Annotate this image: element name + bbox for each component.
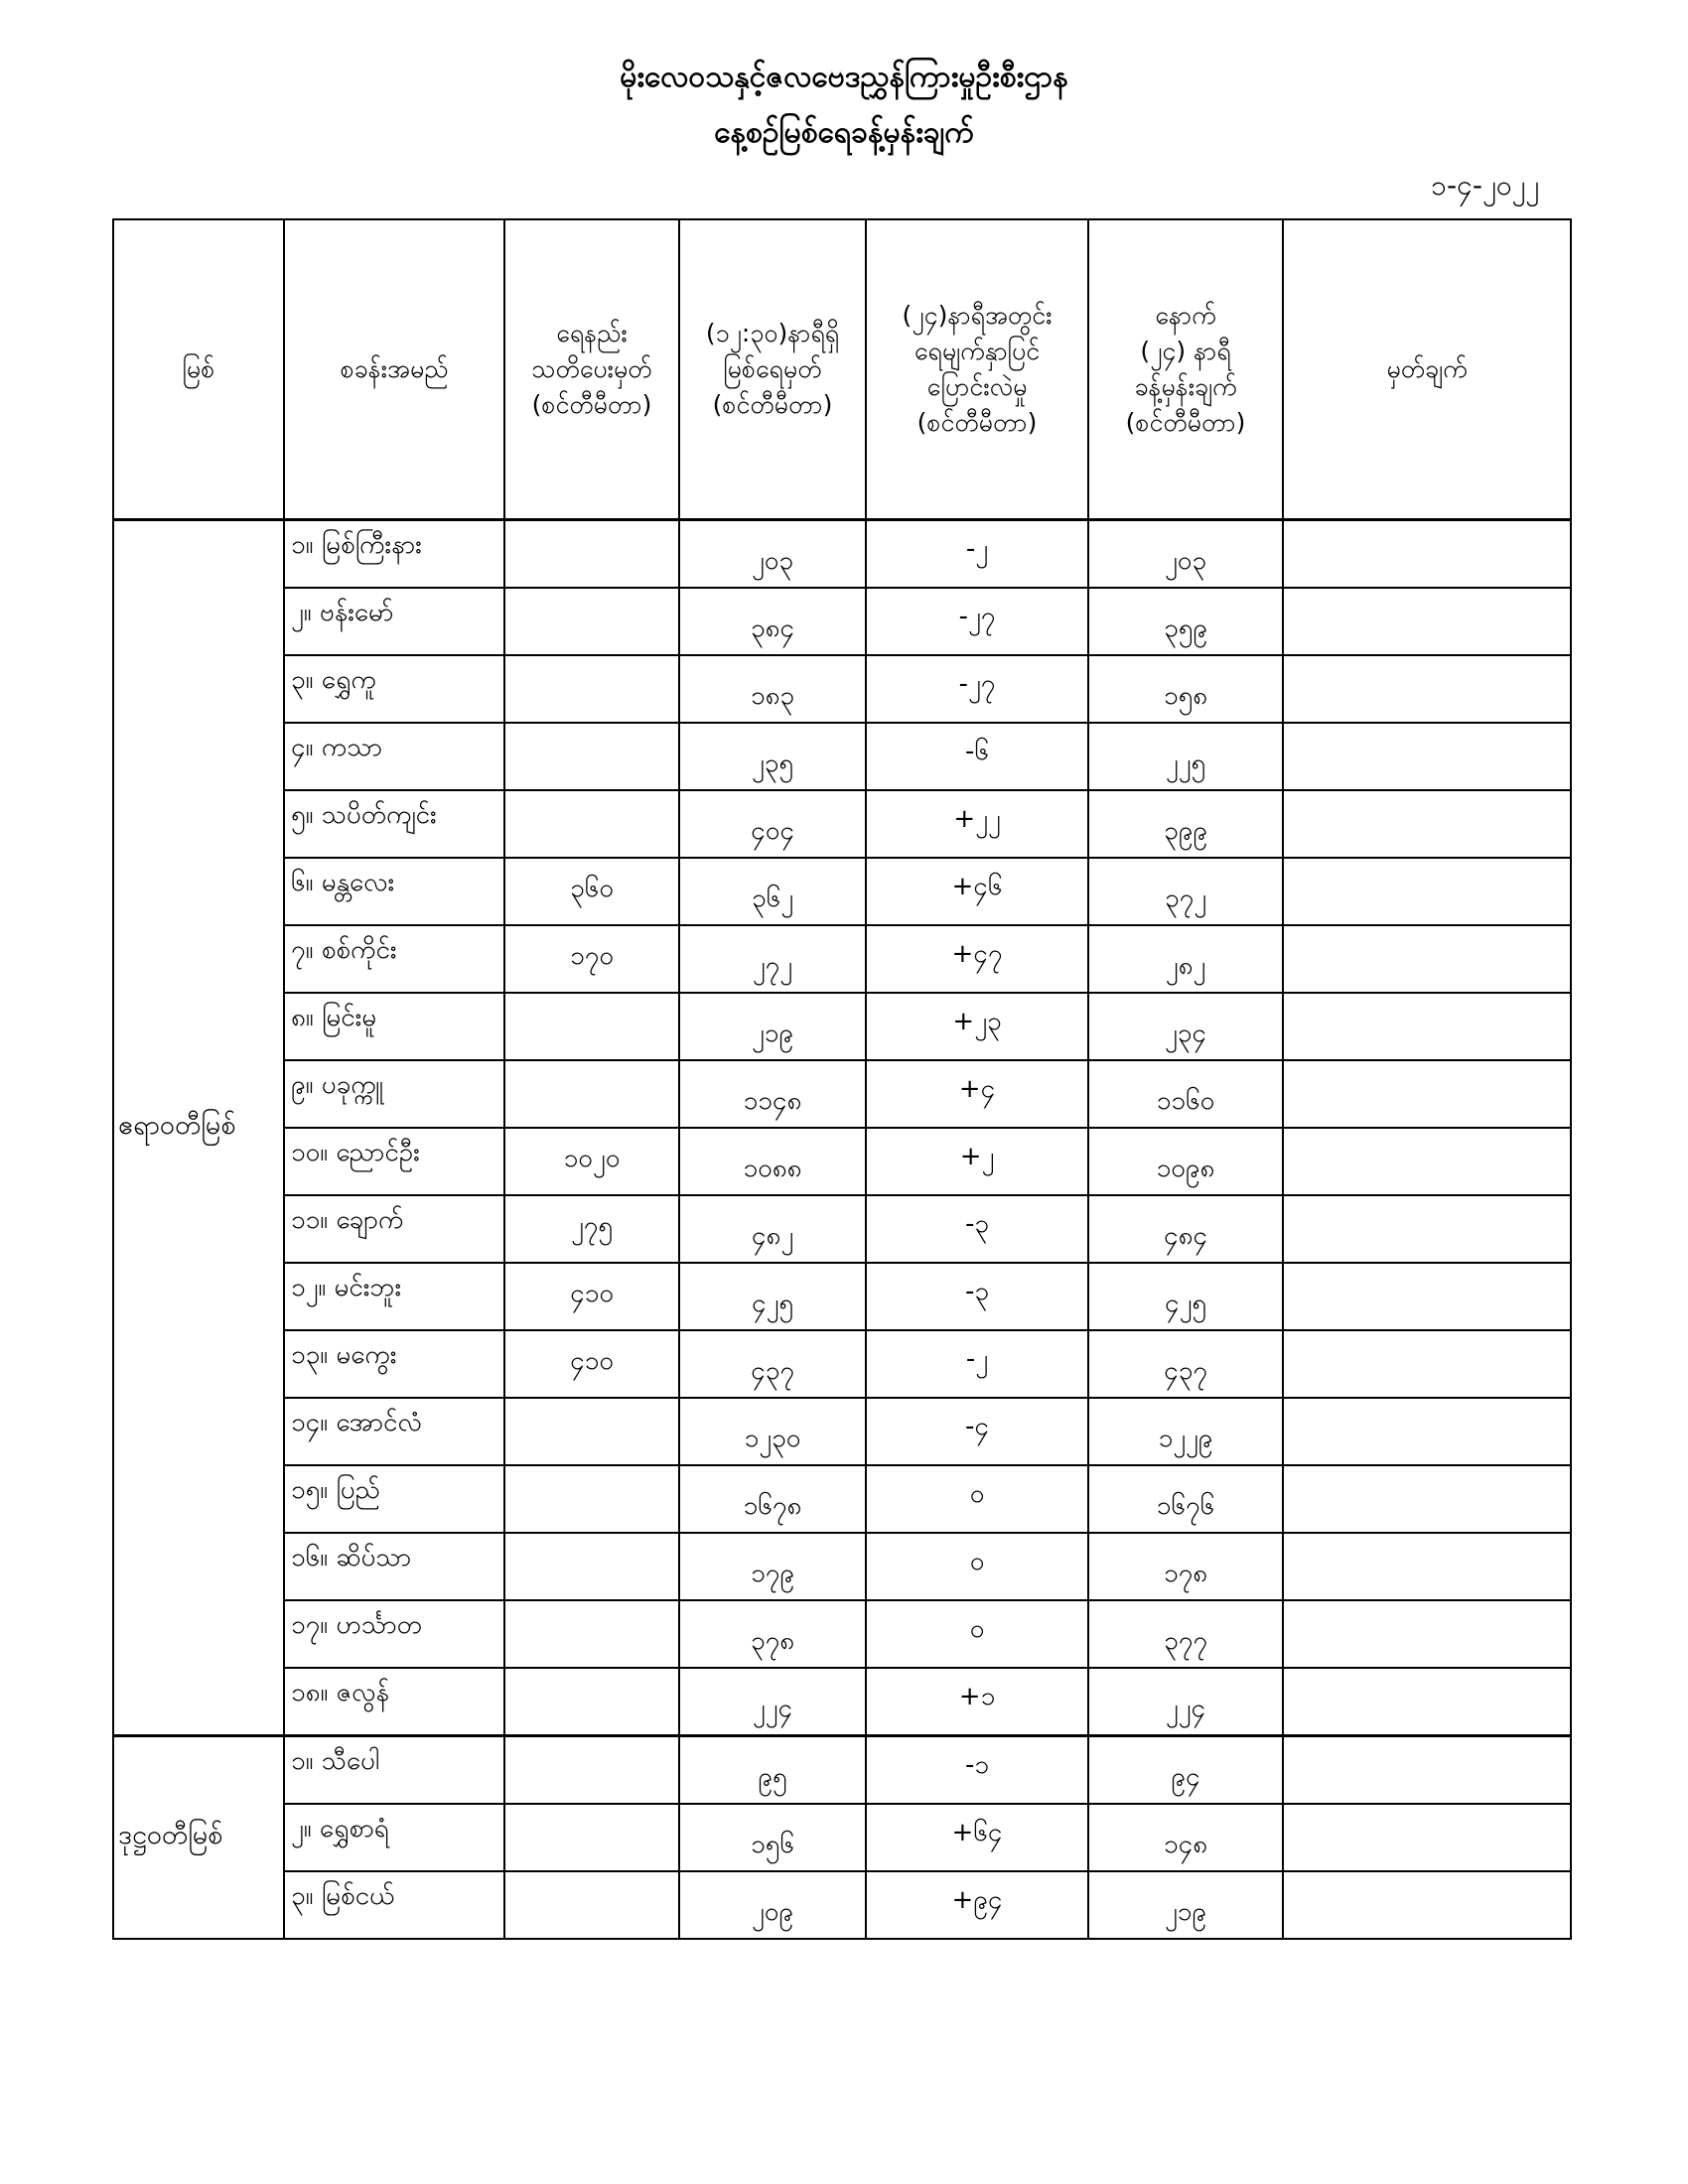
warning-level-cell bbox=[504, 790, 679, 858]
change-cell bbox=[866, 1330, 1088, 1398]
forecast-cell-value: ၉၄ bbox=[1171, 1761, 1200, 1792]
station-cell: ၁၈။ ဇလွန် bbox=[284, 1668, 504, 1736]
change-cell bbox=[866, 1804, 1088, 1871]
warning-level-cell bbox=[504, 1871, 679, 1939]
change-cell-value: -၃ bbox=[964, 1276, 989, 1306]
station-cell: ၂။ ဗန်းမော် bbox=[284, 588, 504, 655]
current-level-cell bbox=[679, 655, 866, 723]
current-level-cell-value: ၃၈၄ bbox=[750, 613, 795, 643]
change-cell bbox=[866, 1736, 1088, 1805]
station-cell: ၁၃။ မကွေး bbox=[284, 1330, 504, 1398]
current-level-cell bbox=[679, 1398, 866, 1465]
remarks-cell bbox=[1283, 1465, 1571, 1533]
current-level-cell bbox=[679, 1128, 866, 1195]
current-level-cell bbox=[679, 1263, 866, 1330]
current-level-cell bbox=[679, 925, 866, 993]
warning-level-cell bbox=[504, 520, 679, 589]
station-cell: ၃။ ရွှေကူ bbox=[284, 655, 504, 723]
warning-level-cell-value: ၄၁၀ bbox=[570, 1345, 614, 1376]
forecast-cell bbox=[1088, 993, 1283, 1060]
warning-level-cell bbox=[504, 993, 679, 1060]
table-row bbox=[113, 655, 1571, 723]
forecast-cell-value: ၃၇၇ bbox=[1164, 1625, 1207, 1656]
warning-level-cell-value: ၃၆၀ bbox=[570, 873, 614, 903]
change-cell-value: ၀ bbox=[969, 1478, 985, 1509]
warning-level-cell bbox=[504, 1600, 679, 1668]
station-cell: ၁၂။ မင်းဘူး bbox=[284, 1263, 504, 1330]
table-row bbox=[113, 1736, 1571, 1805]
forecast-cell bbox=[1088, 1263, 1283, 1330]
change-cell bbox=[866, 1195, 1088, 1263]
header-24h-change: (၂၄)နာရီအတွင်း ရေမျက်နှာပြင် ပြောင်းလဲမှု (စင်တီမီတာ) bbox=[866, 219, 1088, 520]
remarks-cell bbox=[1283, 520, 1571, 589]
current-level-cell-value: ၄၃၇ bbox=[751, 1355, 794, 1386]
remarks-cell bbox=[1283, 858, 1571, 925]
forecast-cell-value: ၂၂၄ bbox=[1165, 1693, 1206, 1723]
change-cell-value: +၉၄ bbox=[951, 1884, 1003, 1915]
table-row bbox=[113, 790, 1571, 858]
warning-level-cell-value: ၁၀၂၀ bbox=[563, 1143, 621, 1173]
change-cell-value: -၂ bbox=[965, 1343, 989, 1374]
report-date: ၁-၄-၂၀၂၂ bbox=[1431, 169, 1539, 202]
warning-level-cell bbox=[504, 1128, 679, 1195]
current-level-cell-value: ၁၆၇၈ bbox=[743, 1490, 802, 1521]
current-level-cell-value: ၁၅၆ bbox=[751, 1829, 794, 1859]
forecast-cell bbox=[1088, 723, 1283, 790]
table-row bbox=[113, 520, 1571, 589]
change-cell-value: ၀ bbox=[969, 1546, 985, 1576]
forecast-cell-value: ၁၅၈ bbox=[1163, 680, 1208, 711]
table-row bbox=[113, 925, 1571, 993]
station-cell: ၁၄။ အောင်လံ bbox=[284, 1398, 504, 1465]
forecast-cell-value: ၁၀၉၈ bbox=[1156, 1153, 1215, 1183]
table-row bbox=[113, 1398, 1571, 1465]
change-cell bbox=[866, 1128, 1088, 1195]
warning-level-cell bbox=[504, 858, 679, 925]
remarks-cell bbox=[1283, 993, 1571, 1060]
current-level-cell bbox=[679, 1465, 866, 1533]
change-cell-value: -၁ bbox=[964, 1749, 989, 1780]
forecast-cell bbox=[1088, 1804, 1283, 1871]
current-level-cell-value: ၂၀၃ bbox=[751, 545, 794, 576]
change-cell-value: -၂၇ bbox=[958, 668, 996, 699]
warning-level-cell bbox=[504, 1465, 679, 1533]
remarks-cell bbox=[1283, 1330, 1571, 1398]
remarks-cell bbox=[1283, 1736, 1571, 1805]
current-level-cell bbox=[679, 993, 866, 1060]
warning-level-cell bbox=[504, 655, 679, 723]
table-row bbox=[113, 1128, 1571, 1195]
change-cell bbox=[866, 993, 1088, 1060]
remarks-cell bbox=[1283, 1871, 1571, 1939]
station-cell: ၅။ သပိတ်ကျင်း bbox=[284, 790, 504, 858]
forecast-cell bbox=[1088, 1736, 1283, 1805]
change-cell-value: +၂၃ bbox=[952, 1006, 1002, 1036]
current-level-cell bbox=[679, 1736, 866, 1805]
warning-level-cell bbox=[504, 1668, 679, 1736]
table-row bbox=[113, 723, 1571, 790]
remarks-cell bbox=[1283, 925, 1571, 993]
header-river: မြစ် bbox=[113, 219, 284, 520]
station-cell: ၂။ ရွှေစာရံ bbox=[284, 1804, 504, 1871]
current-level-cell bbox=[679, 1871, 866, 1939]
change-cell bbox=[866, 1668, 1088, 1736]
current-level-cell-value: ၃၆၂ bbox=[751, 883, 794, 913]
warning-level-cell bbox=[504, 1398, 679, 1465]
forecast-cell-value: ၂၈၂ bbox=[1165, 950, 1206, 981]
forecast-cell-value: ၂၀၃ bbox=[1164, 545, 1207, 576]
current-level-cell bbox=[679, 1060, 866, 1128]
forecast-cell bbox=[1088, 1398, 1283, 1465]
station-cell: ၁။ မြစ်ကြီးနား bbox=[284, 520, 504, 589]
change-cell-value: -၂၇ bbox=[958, 601, 996, 631]
remarks-cell bbox=[1283, 1668, 1571, 1736]
forecast-cell-value: ၂၁၉ bbox=[1164, 1896, 1207, 1927]
warning-level-cell bbox=[504, 1330, 679, 1398]
remarks-cell bbox=[1283, 588, 1571, 655]
forecast-cell bbox=[1088, 1330, 1283, 1398]
station-cell: ၆။ မန္တလေး bbox=[284, 858, 504, 925]
table-row bbox=[113, 1465, 1571, 1533]
current-level-cell bbox=[679, 1804, 866, 1871]
header-warning-level: ရေနည်း သတိပေးမှတ် (စင်တီမီတာ) bbox=[504, 219, 679, 520]
table-row bbox=[113, 1195, 1571, 1263]
warning-level-cell bbox=[504, 925, 679, 993]
current-level-cell-value: ၁၀၈၈ bbox=[743, 1153, 802, 1183]
forecast-cell-value: ၄၃၇ bbox=[1164, 1355, 1207, 1386]
change-cell bbox=[866, 655, 1088, 723]
forecast-cell-value: ၄၂၅ bbox=[1164, 1288, 1207, 1318]
table-header-row bbox=[113, 219, 1571, 520]
table-row bbox=[113, 1668, 1571, 1736]
remarks-cell bbox=[1283, 1128, 1571, 1195]
forecast-cell bbox=[1088, 1128, 1283, 1195]
river-level-table bbox=[112, 218, 1572, 1940]
forecast-cell bbox=[1088, 1060, 1283, 1128]
change-cell bbox=[866, 588, 1088, 655]
warning-level-cell-value: ၁၇၀ bbox=[570, 940, 614, 971]
change-cell bbox=[866, 1465, 1088, 1533]
current-level-cell-value: ၄၂၅ bbox=[751, 1288, 794, 1318]
remarks-cell bbox=[1283, 790, 1571, 858]
table-row bbox=[113, 1263, 1571, 1330]
table-row bbox=[113, 993, 1571, 1060]
current-level-cell-value: ၂၀၉ bbox=[751, 1896, 794, 1927]
table-body bbox=[113, 520, 1571, 1940]
change-cell-value: -၄ bbox=[964, 1411, 989, 1441]
forecast-cell bbox=[1088, 1533, 1283, 1600]
remarks-cell bbox=[1283, 1398, 1571, 1465]
table-row bbox=[113, 1330, 1571, 1398]
forecast-cell-value: ၃၇၂ bbox=[1164, 883, 1207, 913]
forecast-cell-value: ၂၃၄ bbox=[1164, 1018, 1207, 1048]
forecast-cell bbox=[1088, 858, 1283, 925]
current-level-cell bbox=[679, 790, 866, 858]
forecast-cell-value: ၁၁၆၀ bbox=[1156, 1085, 1215, 1116]
change-cell bbox=[866, 1398, 1088, 1465]
warning-level-cell bbox=[504, 1736, 679, 1805]
warning-level-cell-value: ၂၇၅ bbox=[570, 1210, 614, 1241]
remarks-cell bbox=[1283, 1804, 1571, 1871]
change-cell-value: +၁ bbox=[958, 1681, 996, 1711]
current-level-cell bbox=[679, 520, 866, 589]
current-level-cell-value: ၁၂၃၀ bbox=[744, 1423, 801, 1453]
current-level-cell bbox=[679, 1195, 866, 1263]
warning-level-cell bbox=[504, 723, 679, 790]
current-level-cell-value: ၁၇၉ bbox=[751, 1558, 794, 1588]
forecast-cell bbox=[1088, 655, 1283, 723]
change-cell bbox=[866, 1263, 1088, 1330]
remarks-cell bbox=[1283, 655, 1571, 723]
current-level-cell-value: ၄၈၂ bbox=[751, 1220, 794, 1251]
document-title: မိုးလေဝသနှင့်ဇလဗေဒညွှန်ကြားမှုဦးစီးဌာန bbox=[620, 60, 1068, 94]
remarks-cell bbox=[1283, 1263, 1571, 1330]
current-level-cell bbox=[679, 1533, 866, 1600]
change-cell bbox=[866, 858, 1088, 925]
forecast-cell-value: ၁၇၈ bbox=[1163, 1558, 1208, 1588]
forecast-cell bbox=[1088, 1600, 1283, 1668]
current-level-cell-value: ၁၁၄၈ bbox=[743, 1085, 802, 1116]
station-cell: ၄။ ကသာ bbox=[284, 723, 504, 790]
forecast-cell-value: ၁၂၂၉ bbox=[1158, 1423, 1213, 1453]
warning-level-cell bbox=[504, 1804, 679, 1871]
change-cell-value: -၆ bbox=[964, 736, 989, 766]
warning-level-cell bbox=[504, 1263, 679, 1330]
forecast-cell-value: ၁၆၇၆ bbox=[1156, 1490, 1215, 1521]
current-level-cell-value: ၂၇၂ bbox=[752, 950, 793, 981]
table-row bbox=[113, 1060, 1571, 1128]
forecast-cell-value: ၂၂၅ bbox=[1165, 748, 1206, 778]
table-row bbox=[113, 588, 1571, 655]
change-cell bbox=[866, 520, 1088, 589]
current-level-cell-value: ၄၀၄ bbox=[751, 815, 794, 846]
change-cell-value: +၂၂ bbox=[953, 803, 1001, 834]
current-level-cell-value: ၉၅ bbox=[758, 1761, 787, 1792]
change-cell bbox=[866, 925, 1088, 993]
station-cell: ၈။ မြင်းမူ bbox=[284, 993, 504, 1060]
change-cell bbox=[866, 1533, 1088, 1600]
change-cell-value: +၄ bbox=[958, 1073, 996, 1104]
change-cell bbox=[866, 790, 1088, 858]
current-level-cell-value: ၃၇၈ bbox=[750, 1625, 795, 1656]
forecast-cell bbox=[1088, 1668, 1283, 1736]
current-level-cell bbox=[679, 1668, 866, 1736]
remarks-cell bbox=[1283, 1600, 1571, 1668]
table-row bbox=[113, 858, 1571, 925]
station-cell: ၇။ စစ်ကိုင်း bbox=[284, 925, 504, 993]
table-row bbox=[113, 1600, 1571, 1668]
station-cell: ၁၀။ ညောင်ဦး bbox=[284, 1128, 504, 1195]
change-cell bbox=[866, 1600, 1088, 1668]
forecast-cell bbox=[1088, 1871, 1283, 1939]
warning-level-cell-value: ၄၁၀ bbox=[570, 1278, 614, 1308]
change-cell-value: +၆၄ bbox=[951, 1817, 1003, 1847]
forecast-cell bbox=[1088, 1465, 1283, 1533]
current-level-cell bbox=[679, 858, 866, 925]
current-level-cell bbox=[679, 1330, 866, 1398]
remarks-cell bbox=[1283, 1060, 1571, 1128]
header-remarks: မှတ်ချက် bbox=[1283, 219, 1571, 520]
change-cell-value: +၄၆ bbox=[951, 871, 1003, 901]
forecast-cell bbox=[1088, 588, 1283, 655]
station-cell: ၁။ သီပေါ bbox=[284, 1736, 504, 1805]
remarks-cell bbox=[1283, 723, 1571, 790]
river-name-cell: ဒုဋ္ဌဝတီမြစ် bbox=[113, 1736, 284, 1940]
table-row bbox=[113, 1804, 1571, 1871]
station-cell: ၁၆။ ဆိပ်သာ bbox=[284, 1533, 504, 1600]
current-level-cell-value: ၂၂၄ bbox=[752, 1693, 793, 1723]
change-cell bbox=[866, 723, 1088, 790]
forecast-cell bbox=[1088, 925, 1283, 993]
warning-level-cell bbox=[504, 1195, 679, 1263]
current-level-cell-value: ၁၈၃ bbox=[750, 680, 795, 711]
station-cell: ၁၅။ ပြည် bbox=[284, 1465, 504, 1533]
current-level-cell bbox=[679, 1600, 866, 1668]
forecast-cell-value: ၃၅၉ bbox=[1164, 613, 1207, 643]
remarks-cell bbox=[1283, 1195, 1571, 1263]
station-cell: ၃။ မြစ်ငယ် bbox=[284, 1871, 504, 1939]
change-cell-value: +၂ bbox=[959, 1141, 995, 1171]
current-level-cell-value: ၂၃၅ bbox=[751, 748, 794, 778]
change-cell bbox=[866, 1060, 1088, 1128]
current-level-cell bbox=[679, 588, 866, 655]
header-current-level: (၁၂:၃၀)နာရီရှိ မြစ်ရေမှတ် (စင်တီမီတာ) bbox=[679, 219, 866, 520]
table-row bbox=[113, 1533, 1571, 1600]
document-subtitle: နေ့စဉ်မြစ်ရေခန့်မှန်းချက် bbox=[714, 115, 974, 150]
current-level-cell bbox=[679, 723, 866, 790]
forecast-cell-value: ၄၈၄ bbox=[1163, 1220, 1208, 1251]
warning-level-cell bbox=[504, 1533, 679, 1600]
current-level-cell-value: ၂၁၉ bbox=[751, 1018, 794, 1048]
station-cell: ၁၁။ ချောက် bbox=[284, 1195, 504, 1263]
forecast-cell bbox=[1088, 1195, 1283, 1263]
warning-level-cell bbox=[504, 1060, 679, 1128]
change-cell-value: +၄၇ bbox=[951, 938, 1003, 969]
table-row bbox=[113, 1871, 1571, 1939]
header-station: စခန်းအမည် bbox=[284, 219, 504, 520]
change-cell-value: -၃ bbox=[964, 1208, 989, 1239]
header-forecast: နောက် (၂၄) နာရီ ခန့်မှန်းချက် (စင်တီမီတာ) bbox=[1088, 219, 1283, 520]
forecast-cell bbox=[1088, 520, 1283, 589]
forecast-cell-value: ၃၉၉ bbox=[1164, 815, 1207, 846]
change-cell-value: -၂ bbox=[965, 533, 989, 564]
station-cell: ၁၇။ ဟင်္သာတ bbox=[284, 1600, 504, 1668]
warning-level-cell bbox=[504, 588, 679, 655]
remarks-cell bbox=[1283, 1533, 1571, 1600]
station-cell: ၉။ ပခုက္ကူ bbox=[284, 1060, 504, 1128]
change-cell-value: ၀ bbox=[969, 1613, 985, 1644]
river-name-cell: ဧရာဝတီမြစ် bbox=[113, 520, 284, 1736]
forecast-cell-value: ၁၄၈ bbox=[1163, 1829, 1208, 1859]
change-cell bbox=[866, 1871, 1088, 1939]
forecast-cell bbox=[1088, 790, 1283, 858]
